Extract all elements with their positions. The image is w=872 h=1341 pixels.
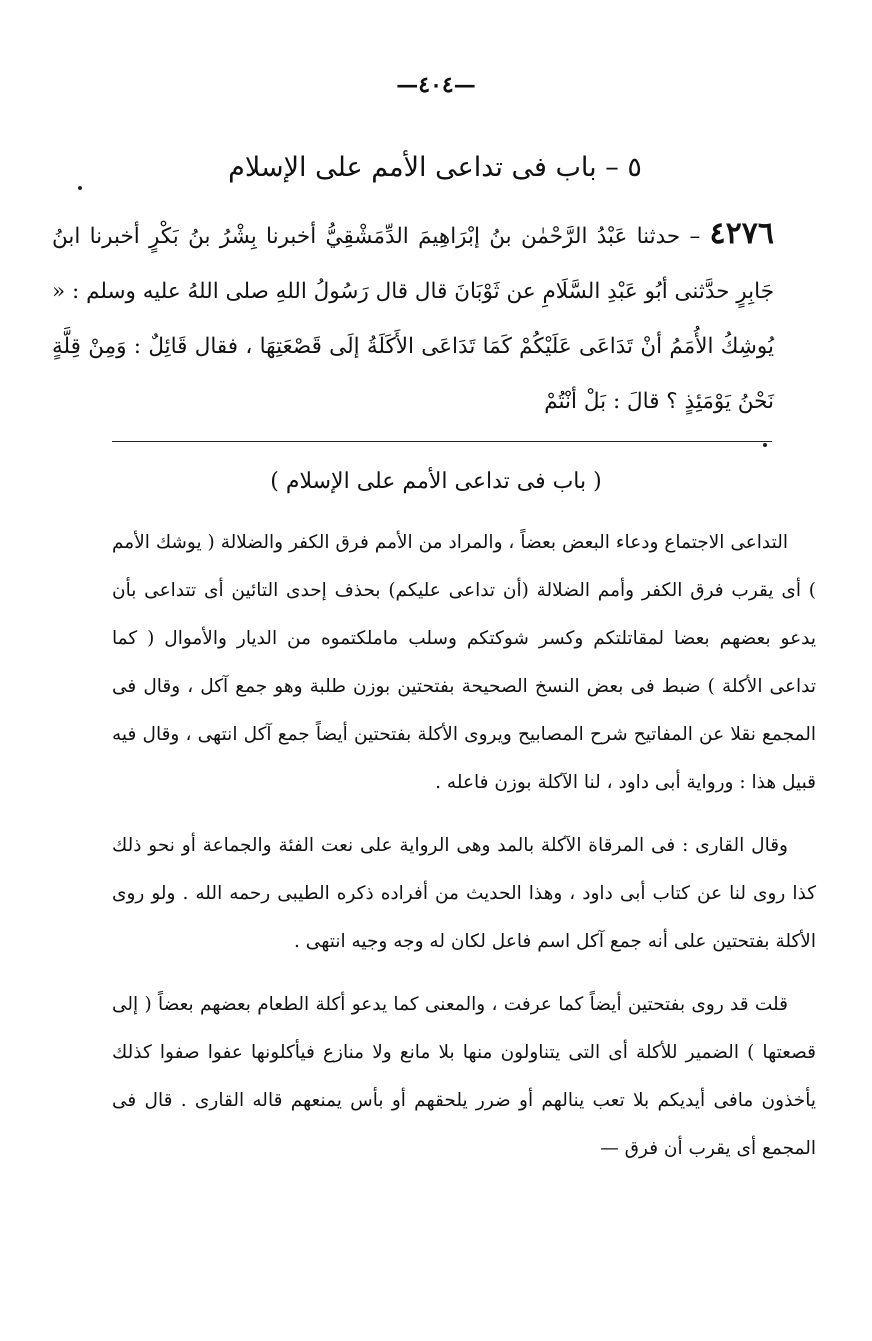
print-speck bbox=[763, 443, 767, 447]
hadith-text-block bbox=[52, 206, 774, 429]
print-speck bbox=[78, 186, 82, 190]
chapter-title: ٥ – باب فى تداعى الأمم على الإسلام bbox=[228, 152, 642, 183]
commentary-paragraph: قلت قد روى بفتحتين أيضاً كما عرفت ، والمعنى كما يدعو أكلة الطعام بعضهم بعضاً ( إلى قصعتها ) الضمير للأكلة أى التى يتناولون منها بلا مانع ولا منازع فيأكلونها عفوا صفوا كذلك يأخذون مافى أيديكم بلا تعب ينالهم أو ضرر يلحقهم أو بأس يمنعهم قاله القارى . قال فى المجمع أى يقرب أن فرق — bbox=[112, 994, 816, 1159]
commentary-paragraph: التداعى الاجتماع ودعاء البعض بعضاً ، والمراد من الأمم فرق الكفر والضلالة ( يوشك الأمم ) أى يقرب فرق الكفر وأمم الضلالة (أن تداعى عليكم) بحذف إحدى التائين أى تتداعى بأن يدعو بعضهم بعضا لمقاتلتكم وكسر شوكتكم وسلب ماملكتموه من الديار والأموال ( كما تداعى الأكلة ) ضبط فى بعض النسخ الصحيحة بفتحتين بوزن طلبة وهو جمع آكل ، وقال فى المجمع نقلا عن المفاتيح شرح المصابيح ويروى الأكلة بفتحتين أيضاً جمع آكل انتهى ، وقال فيه قبيل هذا : ورواية أبى داود ، لنا الآكلة بوزن فاعله . bbox=[112, 532, 816, 793]
commentary-heading: ( باب فى تداعى الأمم على الإسلام ) bbox=[270, 469, 602, 494]
commentary-block bbox=[112, 519, 816, 1188]
footnote-divider bbox=[112, 441, 772, 442]
hadith-number: ٤٢٧٦ bbox=[709, 216, 774, 251]
hadith-body: – حدثنا عَبْدُ الرَّحْمٰن بنُ إبْرَاهِيمَ الدِّمَشْقِيُّ أخبرنا بِشْرُ بنُ بَكْرٍ أخبرنا ابنُ جَابِرٍ حدَّثنى أبُو عَبْدِ السَّلَامِ عن ثَوْبَانَ قال قال رَسُولُ اللهِ صلى اللهُ عليه وسلم : « يُوشِكُ الأُمَمُ أنْ تَدَاعَى عَلَيْكُمْ كَمَا تَدَاعَى الأَكَلَةُ إلَى قَصْعَتِهَا ، فقال قَائِلٌ : وَمِنْ قِلَّةٍ نَحْنُ يَوْمَئِذٍ ؟ قالَ : بَلْ أنْتُمْ bbox=[52, 224, 774, 414]
commentary-paragraph: وقال القارى : فى المرقاة الآكلة بالمد وهى الرواية على نعت الفئة والجماعة أو نحو ذلك كذا روى لنا عن كتاب أبى داود ، وهذا الحديث من أفراده ذكره الطيبى رحمه الله . ولو روى الأكلة بفتحتين على أنه جمع آكل اسم فاعل لكان له وجه وجيه انتهى . bbox=[112, 835, 816, 952]
page-number: —٤٠٤— bbox=[396, 72, 476, 98]
